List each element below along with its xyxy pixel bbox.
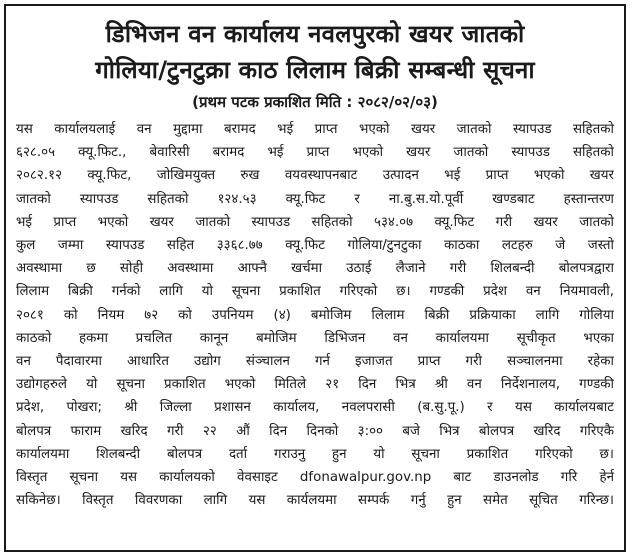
notice-title-block <box>14 16 616 114</box>
notice-body-line: कार्यालयमा शिलबन्दी बोलपत्र दर्ता गराउनु हुन यो सूचना प्रकाशित गरिएको छ। <box>16 446 614 462</box>
notice-body-line: लिलाम बिक्री गर्नको लागि यो सूचना प्रकाशित गरिएको छ। गण्डकी प्रदेश वन नियमावली, <box>16 284 614 300</box>
notice-body-line: प्रदेश, पोखरा; श्री जिल्ला प्रशासन कार्यालय, नवलपरासी (ब.सु.पू.) र यस कार्यालयबाट <box>16 400 614 416</box>
notice-body-line: कुल जम्मा स्यापउड सहित ३३६८.७७ क्यू.फिट गोलिया/टुनटुका काठका लटहरु जे जस्तो <box>16 238 614 254</box>
notice-body-line: सकिनेछ। विस्तृत विवरणका लागि यस कार्यलयमा सम्पर्क गर्नु हुन समेत सूचित गरिन्छ। <box>16 493 614 509</box>
notice-body <box>16 118 614 512</box>
notice-body-line: उद्योगहरुले यो सूचना प्रकाशित भएको मितिले २१ दिन भित्र श्री वन निर्देशनालय, गण्डकी <box>16 377 614 393</box>
notice-body-line: बोलपत्र फाराम खरिद गरी २२ औं दिन दिनको ३:०० बजे भित्र बोलपत्र खरिद गरिएकै <box>16 423 614 439</box>
notice-body-line: २०८२.१२ क्यू.फिट, जोखिमयुक्त रुख वयवस्थापनबाट उत्पादन भई प्राप्त भएको खयर <box>16 168 614 184</box>
notice-body-line: ६२८.०५ क्यू.फिट., बेवारिसी बरामद भई प्राप्त भएको खयर जातको स्यापउड सहितको <box>16 145 614 161</box>
published-date: (प्रथम पटक प्रकाशित मिति : २०८२/०२/०३) <box>192 93 438 111</box>
notice-body-line: यस कार्यालयलाई वन मुद्दामा बरामद भई प्राप्त भएको खयर जातको स्यापउड सहितको <box>16 122 614 137</box>
notice-body-line: काठको हकमा प्रचलित कानून बमोजिम डिभिजन वन कार्यालयमा सूचीकृत भएका <box>16 330 614 346</box>
notice-frame <box>4 4 626 552</box>
notice-body-line: भई प्राप्त भएको खयर जातको स्यापउड सहितको ५३४.०७ क्यू.फिट गरी खयर जातको <box>16 214 614 230</box>
notice-title-line-1: डिभिजन वन कार्यालय नवलपुरको खयर जातको <box>105 20 525 48</box>
notice-title-line-2: गोलिया/टुनटुक्रा काठ लिलाम बिक्री सम्बन्धी सूचना <box>95 56 535 84</box>
notice-body-line: विस्तृत सूचना यस कार्यालयको वेवसाइट dfonawalpur.gov.np बाट डाउनलोड गरि हेर्न <box>16 470 614 486</box>
notice-body-line: वन पैदावारमा आधारित उद्योग संञ्चालन गर्न इजाजत प्राप्त गरी सञ्चालनमा रहेका <box>16 354 614 370</box>
notice-body-line: २०८१ को नियम ७२ को उपनियम (४) बमोजिम लिलाम बिक्री प्रक्रियाका लागि गोलिया <box>16 307 614 323</box>
notice-body-line: अवस्थामा छ सोही अवस्थामा आफ्नै खर्चमा उठाई लैजाने गरी शिलबन्दी बोलपत्रद्वारा <box>16 261 614 277</box>
notice-body-line: जातको स्यापउड सहितको १२४.५३ क्यू.फिट र ना.बु.स.यो.पूर्वी खण्डबाट हस्तान्तरण <box>16 191 614 207</box>
